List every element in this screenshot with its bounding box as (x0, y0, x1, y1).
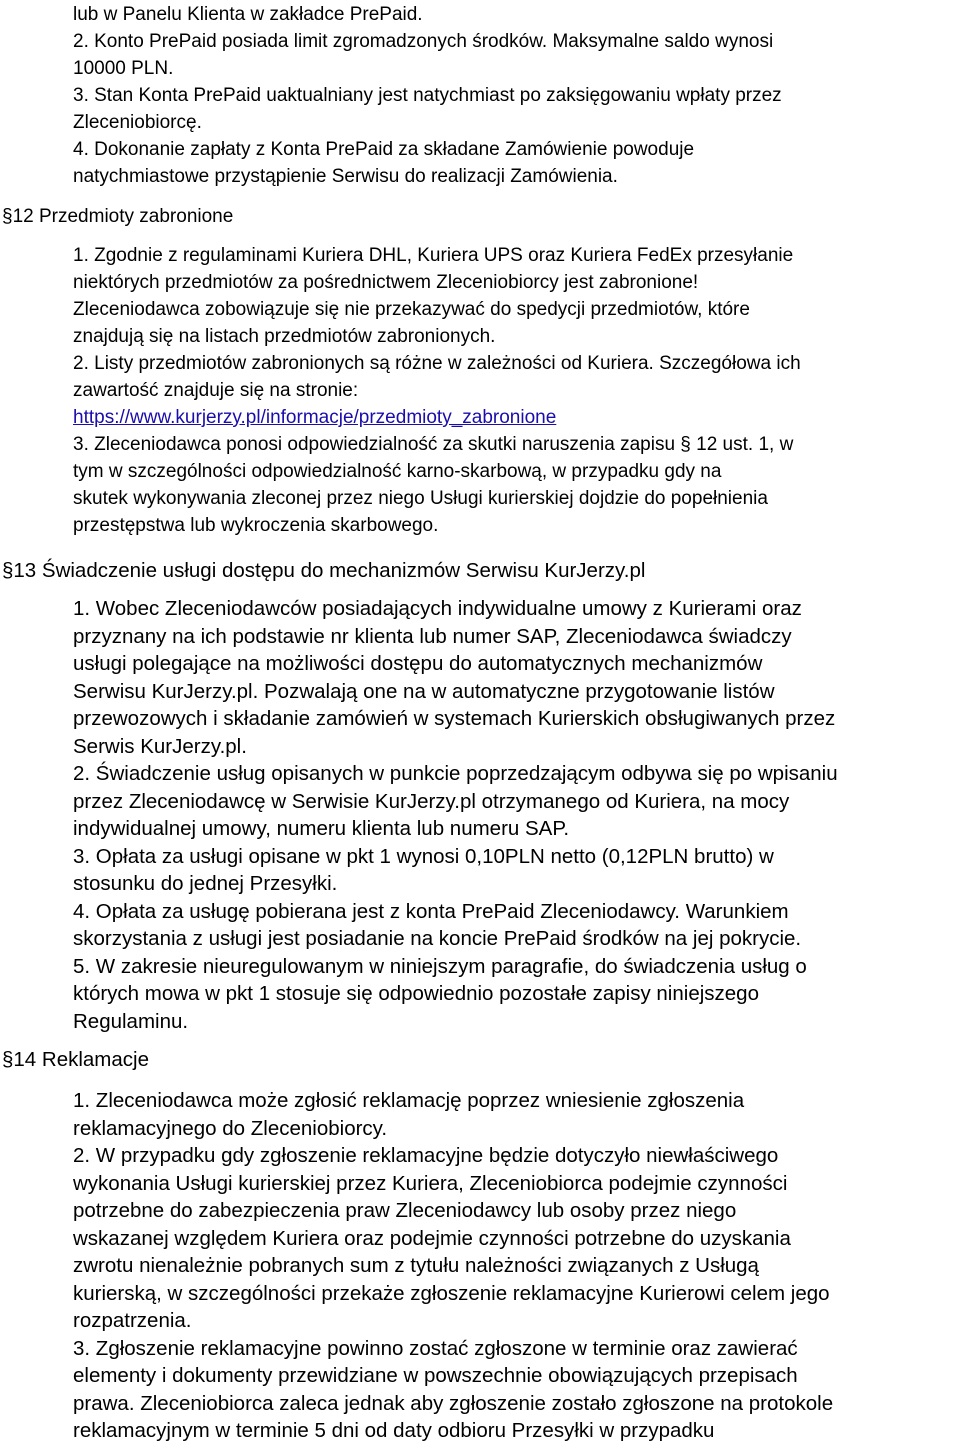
przedmioty-zabronione-link[interactable]: https://www.kurjerzy.pl/informacje/przedmioty_zabronione (73, 407, 557, 428)
text-line: usługi polegające na możliwości dostępu do automatycznych mechanizmów (73, 652, 763, 675)
section-heading: §13 Świadczenie usługi dostępu do mechanizmów Serwisu KurJerzy.pl (2, 559, 646, 582)
text-line: przez Zleceniodawcę w Serwisie KurJerzy.pl otrzymanego od Kuriera, na mocy (73, 790, 790, 813)
text-line: 10000 PLN. (73, 58, 174, 79)
text-line: 2. Listy przedmiotów zabronionych są różne w zależności od Kuriera. Szczegółowa ich (73, 353, 801, 374)
text-line: 1. Zgodnie z regulaminami Kuriera DHL, Kuriera UPS oraz Kuriera FedEx przesyłanie (73, 245, 794, 266)
text-line: natychmiastowe przystąpienie Serwisu do realizacji Zamówienia. (73, 166, 618, 187)
text-line: rozpatrzenia. (73, 1309, 192, 1332)
text-line: potrzebne do zabezpieczenia praw Zleceniodawcy lub osoby przez niego (73, 1199, 737, 1222)
text-line: Serwis KurJerzy.pl. (73, 735, 247, 758)
text-line: 2. Konto PrePaid posiada limit zgromadzonych środków. Maksymalne saldo wynosi (73, 31, 774, 52)
text-line: wskazanej względem Kuriera oraz podejmie czynności potrzebne do uzyskania (73, 1227, 791, 1250)
text-line: 2. W przypadku gdy zgłoszenie reklamacyjne będzie dotyczyło niewłaściwego (73, 1144, 779, 1167)
text-line: stosunku do jednej Przesyłki. (73, 872, 338, 895)
text-line: 5. W zakresie nieuregulowanym w niniejszym paragrafie, do świadczenia usług o (73, 955, 807, 978)
text-line: zwrotu nienależnie pobranych sum z tytułu należności związanych z Usługą (73, 1254, 759, 1277)
text-line: przestępstwa lub wykroczenia skarbowego. (73, 515, 439, 536)
text-line: 3. Stan Konta PrePaid uaktualniany jest natychmiast po zaksięgowaniu wpłaty przez (73, 85, 782, 106)
text-line: skutek wykonywania zleconej przez niego Usługi kurierskiej dojdzie do popełnienia (73, 488, 768, 509)
text-line: 3. Zgłoszenie reklamacyjne powinno zostać zgłoszone w terminie oraz zawierać (73, 1337, 798, 1360)
text-line: skorzystania z usługi jest posiadanie na koncie PrePaid środków na jej pokrycie. (73, 927, 802, 950)
text-line: 4. Opłata za usługę pobierana jest z konta PrePaid Zleceniodawcy. Warunkiem (73, 900, 789, 923)
section-heading: §14 Reklamacje (2, 1048, 149, 1071)
text-line: Zleceniobiorcę. (73, 112, 202, 133)
text-line: wykonania Usługi kurierskiej przez Kuriera, Zleceniobiorca podejmie czynności (73, 1172, 788, 1195)
text-line: Zleceniodawca zobowiązuje się nie przekazywać do spedycji przedmiotów, które (73, 299, 750, 320)
text-line: 1. Zleceniodawca może zgłosić reklamację poprzez wniesienie zgłoszenia (73, 1089, 745, 1112)
text-line: których mowa w pkt 1 stosuje się odpowiednio pozostałe zapisy niniejszego (73, 982, 759, 1005)
text-line: niektórych przedmiotów za pośrednictwem Zleceniobiorcy jest zabronione! (73, 272, 699, 293)
text-line: 1. Wobec Zleceniodawców posiadających indywidualne umowy z Kurierami oraz (73, 597, 802, 620)
text-line: 3. Opłata za usługi opisane w pkt 1 wynosi 0,10PLN netto (0,12PLN brutto) w (73, 845, 774, 868)
text-line: indywidualnej umowy, numeru klienta lub numeru SAP. (73, 817, 570, 840)
text-line: znajdują się na listach przedmiotów zabronionych. (73, 326, 496, 347)
text-line: 3. Zleceniodawca ponosi odpowiedzialność za skutki naruszenia zapisu § 12 ust. 1, w (73, 434, 794, 455)
section-heading: §12 Przedmioty zabronione (2, 206, 234, 227)
text-line: elementy i dokumenty przewidziane w powszechnie obowiązujących przepisach (73, 1364, 798, 1387)
text-line: reklamacyjnym w terminie 5 dni od daty odbioru Przesyłki w przypadku (73, 1419, 715, 1442)
text-line: 2. Świadczenie usług opisanych w punkcie poprzedzającym odbywa się po wpisaniu (73, 762, 838, 785)
text-line: zawartość znajduje się na stronie: (73, 380, 359, 401)
text-line: przyznany na ich podstawie nr klienta lub numer SAP, Zleceniodawca świadczy (73, 625, 792, 648)
text-line: przewozowych i składanie zamówień w systemach Kurierskich obsługiwanych przez (73, 707, 836, 730)
text-line: Regulaminu. (73, 1010, 189, 1033)
text-line: kurierską, w szczególności przekaże zgłoszenie reklamacyjne Kurierowi celem jego (73, 1282, 830, 1305)
text-line: 4. Dokonanie zapłaty z Konta PrePaid za składane Zamówienie powoduje (73, 139, 695, 160)
text-line: tym w szczególności odpowiedzialność karno-skarbową, w przypadku gdy na (73, 461, 722, 482)
text-line: Serwisu KurJerzy.pl. Pozwalają one na w automatyczne przygotowanie listów (73, 680, 775, 703)
text-line: lub w Panelu Klienta w zakładce PrePaid. (73, 4, 423, 25)
text-line: prawa. Zleceniobiorca zaleca jednak aby zgłoszenie zostało zgłoszone na protokole (73, 1392, 834, 1415)
text-line: reklamacyjnego do Zleceniobiorcy. (73, 1117, 388, 1140)
